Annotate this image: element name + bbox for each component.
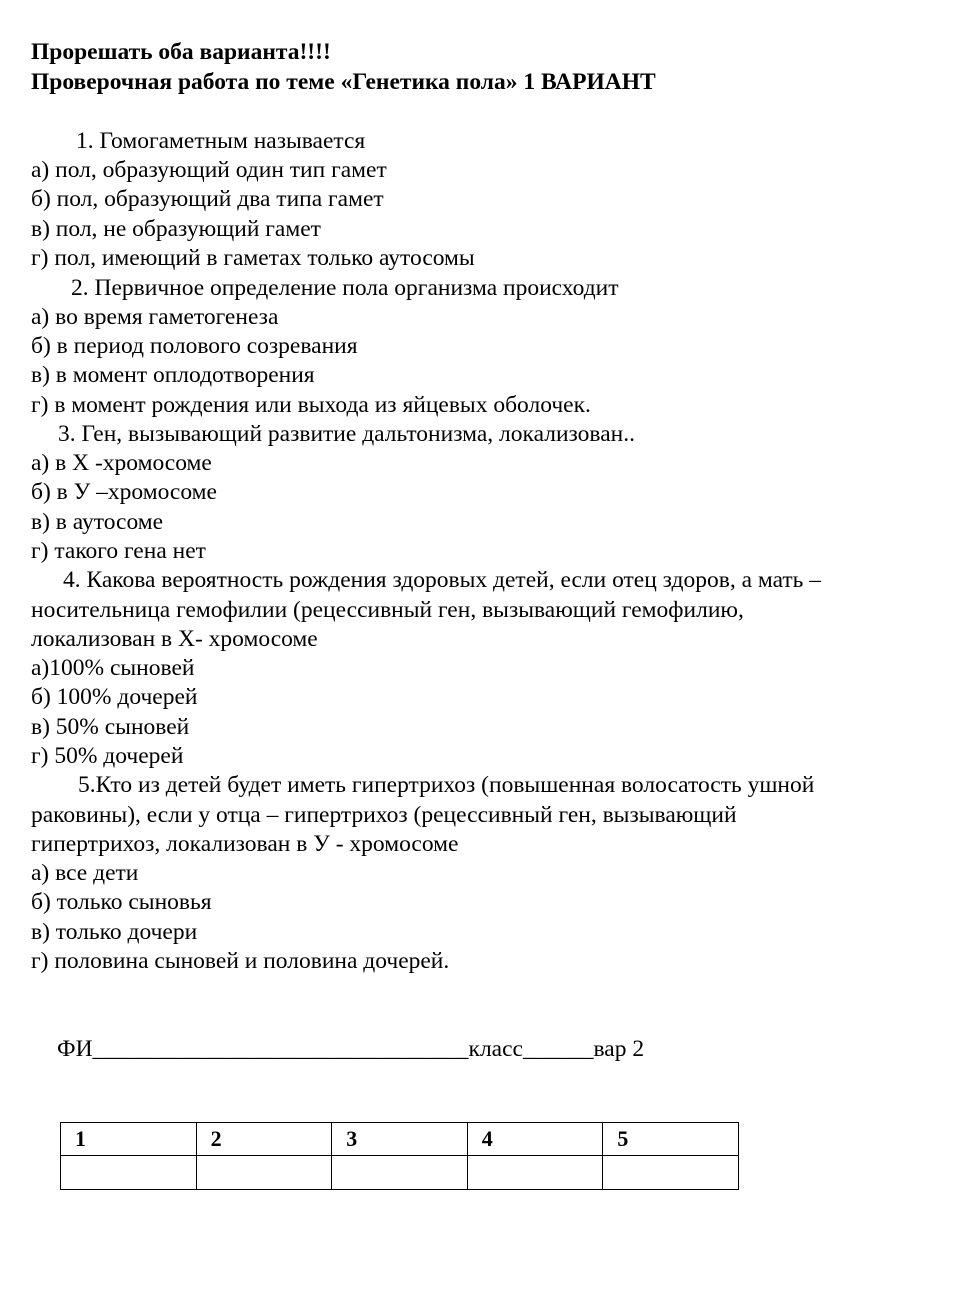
option-2c: в) в момент оплодотворения [31,362,315,388]
option-1a: а) пол, образующий один тип гамет [31,157,387,183]
option-2d: г) в момент рождения или выхода из яйцевых оболочек. [31,392,591,418]
option-1c: в) пол, не образующий гамет [31,216,321,242]
answer-header-1: 1 [61,1123,197,1156]
option-1b: б) пол, образующий два типа гамет [31,186,384,212]
option-3a: а) в Х -хромосоме [31,450,212,476]
header-instruction: Прорешать оба варианта!!!! [31,39,331,65]
option-5c: в) только дочери [31,919,198,945]
question-1: 1. Гомогаметным называется [76,128,366,154]
header-title: Проверочная работа по теме «Генетика пола» 1 ВАРИАНТ [31,69,656,95]
option-1d: г) пол, имеющий в гаметах только аутосомы [31,245,475,271]
answer-table [60,1122,739,1190]
answer-header-2: 2 [196,1123,332,1156]
option-4b: б) 100% дочерей [31,684,198,710]
option-2b: б) в период полового созревания [31,333,358,359]
answer-table-answer-row [61,1156,739,1190]
answer-header-4: 4 [467,1123,603,1156]
option-5a: а) все дети [31,860,139,886]
answer-cell-3[interactable] [332,1156,468,1190]
question-4-line-2: носительница гемофилии (рецессивный ген, вызывающий гемофилию, [31,597,744,623]
option-3b: б) в У –хромосоме [31,479,217,505]
option-3c: в) в аутосоме [31,509,164,535]
answer-cell-1[interactable] [61,1156,197,1190]
option-4c: в) 50% сыновей [31,714,190,740]
answer-header-3: 3 [332,1123,468,1156]
answer-cell-2[interactable] [196,1156,332,1190]
question-4-line-1: 4. Какова вероятность рождения здоровых детей, если отец здоров, а мать – [63,567,822,593]
question-3: 3. Ген, вызывающий развитие дальтонизма, локализован.. [58,421,635,447]
question-2: 2. Первичное определение пола организма происходит [71,275,619,301]
student-name-line: ФИ________________________________класс______вар 2 [57,1036,645,1062]
option-4a: а)100% сыновей [31,655,195,681]
option-5d: г) половина сыновей и половина дочерей. [31,948,450,974]
question-5-line-2: раковины), если у отца – гипертрихоз (рецессивный ген, вызывающий [31,802,737,828]
question-5-line-3: гипертрихоз, локализован в У - хромосоме [31,831,459,857]
answer-header-5: 5 [603,1123,739,1156]
question-4-line-3: локализован в Х- хромосоме [31,626,318,652]
answer-table-header-row [61,1123,739,1156]
option-3d: г) такого гена нет [31,538,206,564]
option-4d: г) 50% дочерей [31,743,184,769]
option-2a: а) во время гаметогенеза [31,304,279,330]
question-5-line-1: 5.Кто из детей будет иметь гипертрихоз (повышенная волосатость ушной [78,772,815,798]
answer-cell-5[interactable] [603,1156,739,1190]
option-5b: б) только сыновья [31,889,212,915]
answer-cell-4[interactable] [467,1156,603,1190]
